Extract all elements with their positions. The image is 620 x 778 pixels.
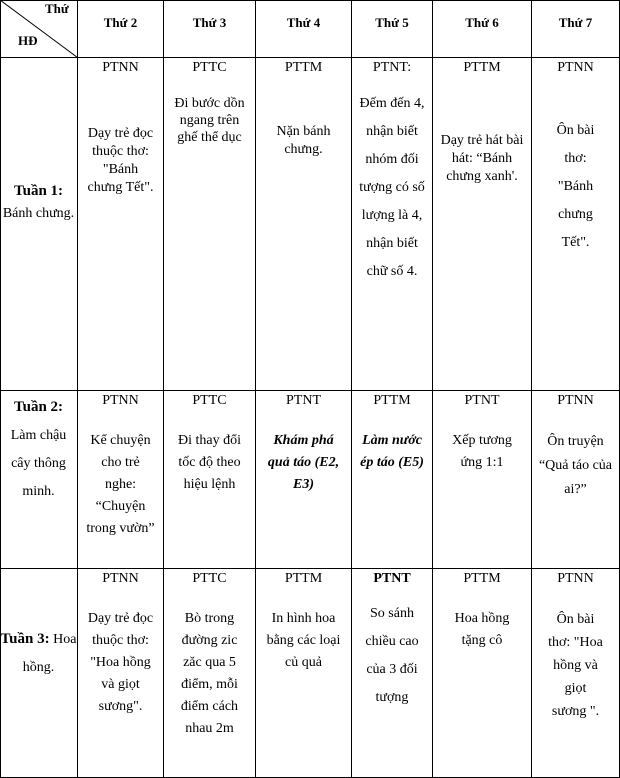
activity-code: PTTC (192, 60, 227, 75)
activity-content: Ôn bài thơ: "Hoa hồng và giọt sương ". (548, 612, 603, 719)
activity-content: Đi thay đổi tốc độ theo hiệu lệnh (178, 433, 241, 492)
activity-content: Ôn truyện “Quả táo của ai?” (538, 434, 613, 497)
activity-content: In hình hoa bằng các loại củ quả (266, 611, 341, 670)
activity-content: Xếp tương ứng 1:1 (452, 433, 512, 470)
activity-content: Làm nước ép táo (E5) (360, 433, 424, 470)
activity-content: Dạy trẻ đọc thuộc thơ: "Hoa hồng và giọt sương". (87, 611, 154, 714)
corner-top-label: Thứ (45, 1, 69, 16)
activity-content: Bò trong đường zic zăc qua 5 điểm, mỗi điểm cách nhau 2m (180, 611, 239, 736)
week-number: Tuần 2: (13, 399, 64, 415)
week-2-thu-6-cell (433, 392, 531, 474)
week-3-thu-2-cell (78, 570, 163, 718)
activity-code: PTNN (102, 571, 139, 586)
activity-code: PTNN (557, 571, 594, 586)
week-1-thu-5-cell (352, 59, 432, 286)
activity-code: PTTM (463, 60, 501, 75)
activity-code: PTNT (286, 393, 321, 408)
week-2-thu-2-cell (78, 392, 163, 540)
week-theme: Làm chậu cây thông minh. (10, 428, 67, 499)
activity-content: Đếm đến 4, nhận biết nhóm đối tượng có số lượng là 4, nhận biết chữ số 4. (359, 96, 425, 279)
week-2-thu-3-cell (164, 392, 255, 496)
week-1-thu-4-cell (256, 59, 351, 159)
week-3-thu-5-cell (352, 570, 432, 712)
week-theme: Hoa hồng. (22, 632, 77, 675)
week-1-thu-3-cell (164, 59, 255, 146)
activity-code: PTNN (102, 60, 139, 75)
week-3-thu-4-cell (256, 570, 351, 674)
activity-content: Khám phá quả táo (E2, E3) (267, 433, 340, 492)
day-header-thu-6: Thứ 6 (465, 15, 499, 30)
week-theme: Bánh chưng. (2, 206, 75, 221)
day-header-thu-3: Thứ 3 (192, 15, 227, 30)
activity-code: PTTC (192, 571, 227, 586)
week-3-label (0, 625, 77, 682)
activity-code: PTTM (284, 571, 323, 586)
week-2-thu-5-cell (352, 392, 432, 474)
activity-content: Kể chuyện cho trẻ nghe: “Chuyện trong vườn” (86, 433, 155, 536)
activity-content: Đi bước dồn ngang trên ghế thể dục (174, 96, 245, 145)
activity-content: Ôn bài thơ: "Bánh chưng Tết". (556, 123, 595, 250)
week-3-thu-7-cell (532, 570, 619, 723)
day-header-thu-5: Thứ 5 (375, 15, 409, 30)
week-1-label (0, 180, 77, 225)
activity-content: Dạy trẻ hát bài hát: “Bánh chưng xanh'. (440, 133, 524, 184)
corner-bottom-label: HĐ (18, 33, 38, 48)
week-2-thu-7-cell (532, 392, 619, 502)
week-2-thu-4-cell (256, 392, 351, 496)
activity-content: So sánh chiều cao của 3 đối tượng (365, 606, 419, 705)
week-1-thu-2-cell (78, 59, 163, 197)
week-2-label (0, 393, 77, 506)
day-header-thu-7: Thứ 7 (558, 15, 593, 30)
activity-content: Hoa hồng tặng cô (454, 611, 510, 648)
week-3-thu-3-cell (164, 570, 255, 740)
activity-code: PTNT (373, 571, 411, 586)
week-1-thu-7-cell (532, 59, 619, 257)
week-3-thu-6-cell (433, 570, 531, 652)
activity-code: PTNN (557, 60, 594, 75)
activity-code: PTTC (192, 393, 227, 408)
week-1-thu-6-cell (433, 59, 531, 186)
week-number: Tuần 1: (13, 183, 64, 199)
activity-code: PTTM (373, 393, 411, 408)
activity-code: PTTM (284, 60, 323, 75)
activity-content: Nặn bánh chưng. (276, 124, 331, 157)
week-number: Tuần 3: (0, 631, 50, 647)
activity-code: PTNT: (372, 60, 412, 75)
activity-code: PTNT (464, 393, 500, 408)
day-header-thu-4: Thứ 4 (286, 15, 321, 30)
activity-code: PTTM (463, 571, 501, 586)
activity-code: PTNN (102, 393, 139, 408)
activity-content: Dạy trẻ đọc thuộc thơ: "Bánh chưng Tết". (87, 126, 154, 195)
day-header-thu-2: Thứ 2 (103, 15, 138, 30)
activity-code: PTNN (557, 393, 594, 408)
